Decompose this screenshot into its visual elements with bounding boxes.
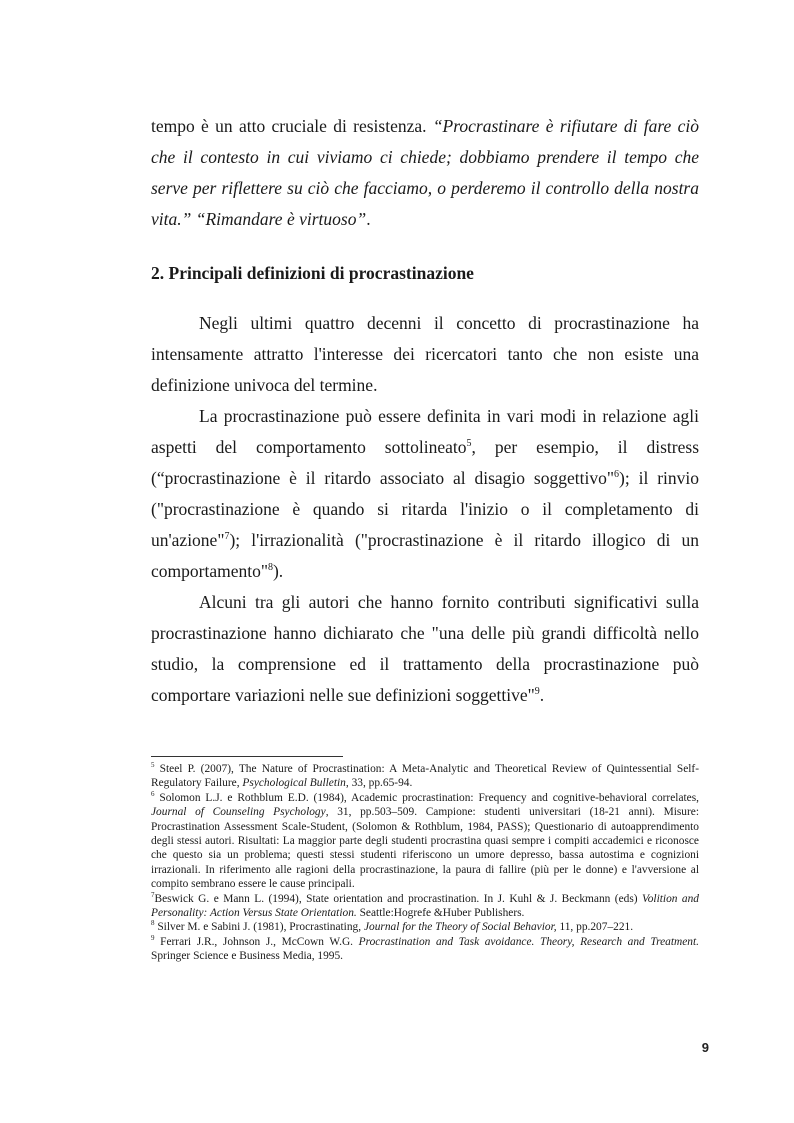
footnote-italic: Procrastination and Task avoidance. Theory, Research and Treatment. <box>358 935 699 948</box>
paragraph-1: Negli ultimi quattro decenni il concetto di procrastinazione ha intensamente attratto l'interesse dei ricercatori tanto che non esiste una definizione univoca del termine. <box>151 313 699 395</box>
page-number: 9 <box>701 1040 709 1055</box>
p2-text-e: ). <box>272 561 284 581</box>
footnote-text: Springer Science e Business Media, 1995. <box>151 950 344 963</box>
footnote-italic: Psychological Bulletin <box>242 777 346 790</box>
footnote-text: Seattle:Hogrefe &Huber Publishers. <box>356 907 525 920</box>
footnote-number: 9 <box>151 934 155 943</box>
footnote-text: Silver M. e Sabini J. (1981), Procrastinating, <box>154 921 364 934</box>
intro-quote: “Procrastinare è rifiutare di fare ciò che il contesto in cui viviamo ci chiede; dobbiamo prendere il tempo che serve per riflettere su ciò che facciamo, o perderemo il controllo della nostra vita.” “Rimandare è virtuoso” <box>151 116 699 229</box>
footnote-italic: Journal of Counseling Psychology <box>151 806 326 819</box>
footnote-5 <box>151 762 699 791</box>
footnote-separator <box>151 756 343 757</box>
body-text <box>151 308 699 711</box>
footnote-number: 5 <box>151 761 155 770</box>
footnote-italic: Journal for the Theory of Social Behavior, <box>363 921 557 934</box>
footnote-text: Steel P. (2007), The Nature of Procrastination: A Meta-Analytic and Theoretical Review of Quintessential Self-Regulatory Failure, <box>151 763 699 790</box>
footnote-ref-8[interactable]: 8 <box>267 562 273 574</box>
footnote-ref-7[interactable]: 7 <box>224 531 230 543</box>
footnote-9 <box>151 935 699 964</box>
footnotes <box>151 762 699 964</box>
footnote-ref-6[interactable]: 6 <box>614 469 619 481</box>
footnote-number: 8 <box>151 919 155 928</box>
p2-text-a: La procrastinazione può essere definita in vari modi in relazione agli aspetti del comportamento sottolineato <box>151 406 699 457</box>
footnote-text: Beswick G. e Mann L. (1994), State orientation and procrastination. In J. Kuhl & J. Beckmann (eds) <box>154 892 643 905</box>
footnote-text: 11, pp.207–221. <box>556 921 634 934</box>
p3-text-a: Alcuni tra gli autori che hanno fornito contributi significativi sulla procrastinazione hanno dichiarato che "una delle più grandi difficoltà nello studio, la comprensione ed il trattamento della procrastinazione può comportare variazioni nelle sue definizioni soggettive" <box>151 592 699 705</box>
footnote-italic: Volition and Personality: Action Versus State Orientation. <box>151 892 699 920</box>
paragraph-3 <box>151 587 699 711</box>
p2-text-d: ); l'irrazionalità ("procrastinazione è il ritardo illogico di un comportamento" <box>151 530 699 581</box>
section-heading: 2. Principali definizioni di procrastinazione <box>151 263 474 283</box>
intro-text: tempo è un atto cruciale di resistenza. <box>151 116 433 136</box>
footnote-ref-5[interactable]: 5 <box>466 438 472 450</box>
footnote-number: 6 <box>151 790 155 799</box>
intro-end: . <box>366 209 371 229</box>
footnote-text: , 31, pp.503–509. Campione: studenti universitari (18-21 anni). Misure: Procrastination Assessment Scale-Student, (Solomon & Rothblum, 1984, PASS); Questionario di autoapprendimento degli stessi autori. Risultati: La maggior parte degli studenti procrastina quasi sempre i compiti accademici e riconosce che questo sia un problema; questi stessi studenti riferiscono un umore depresso, bassa autostima e cognizioni irrazionali. In riferimento alle ragioni della procrastinazione, la paura di fallire (più per le donne) e l'avversione al compito sembrano essere le cause principali. <box>151 806 700 891</box>
intro-paragraph <box>151 111 699 235</box>
footnote-6 <box>151 791 699 892</box>
p2-text-c: ); il rinvio ("procrastinazione è quando si ritarda l'inizio o il completamento di un'azione" <box>151 468 699 550</box>
footnote-7 <box>151 892 699 921</box>
footnote-text: Solomon L.J. e Rothblum E.D. (1984), Academic procrastination: Frequency and cognitive-behavioral correlates, <box>154 791 699 804</box>
paragraph-2 <box>151 401 699 587</box>
footnote-8 <box>151 920 699 934</box>
footnote-number: 7 <box>151 890 155 899</box>
p3-text-b: . <box>539 685 545 705</box>
footnote-text: Ferrari J.R., Johnson J., McCown W.G. <box>154 935 359 948</box>
footnote-ref-9[interactable]: 9 <box>534 686 540 698</box>
footnote-text: , 33, pp.65-94. <box>345 777 413 790</box>
p2-text-b: , per esempio, il distress (“procrastinazione è il ritardo associato al disagio soggettivo" <box>151 437 699 488</box>
